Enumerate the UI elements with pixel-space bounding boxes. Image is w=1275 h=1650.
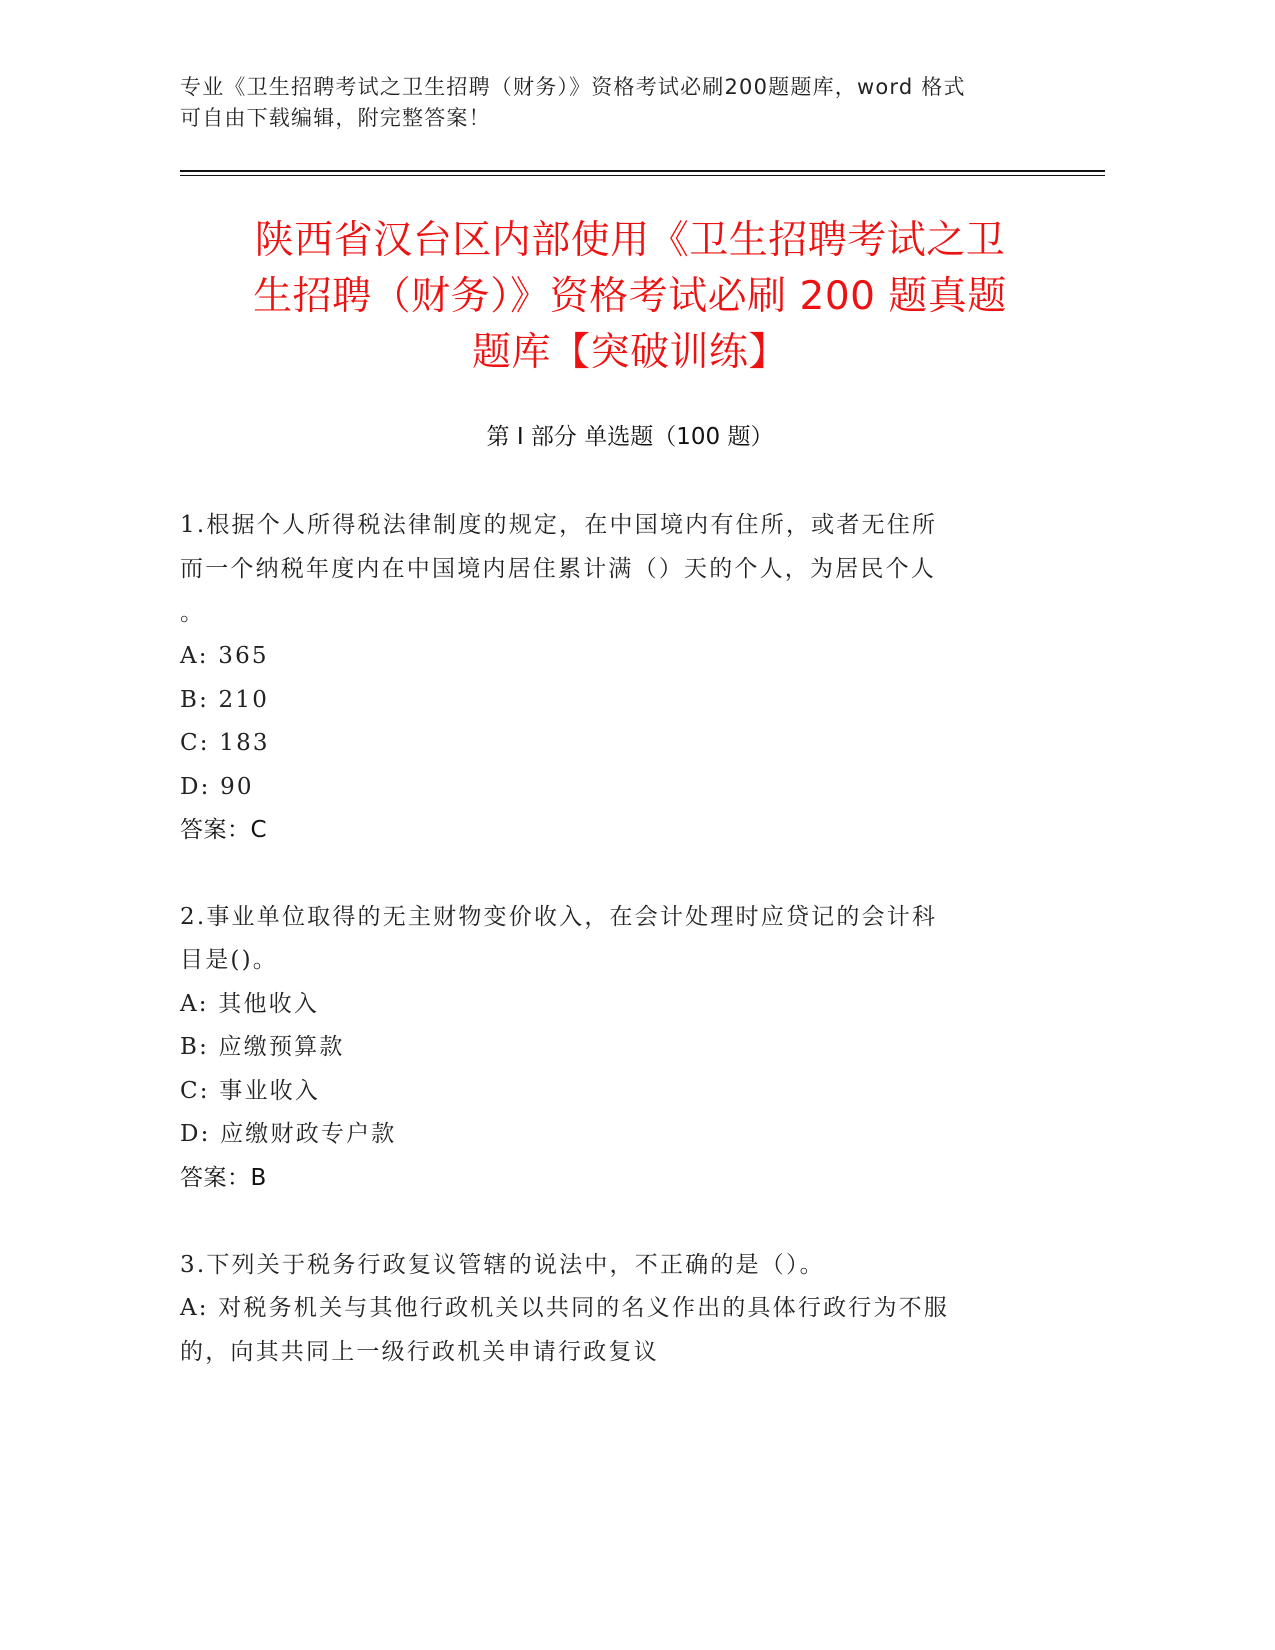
answer: 答案：C (180, 817, 268, 843)
document-title (160, 213, 1100, 381)
header-divider (180, 170, 1105, 172)
option-a: A: 其他收入 (180, 991, 320, 1017)
header-note-line: 可自由下载编辑，附完整答案！ (180, 106, 491, 130)
option-c: C: 183 (180, 730, 270, 756)
title-line: 题库【突破训练】 (471, 330, 788, 375)
header-note-line: 专业《卫生招聘考试之卫生招聘（财务）》资格考试必刷200题题库，word 格式 (180, 75, 966, 99)
title-line: 生招聘（财务）》资格考试必刷 200 题真题 (253, 274, 1007, 319)
option-a: A: 365 (180, 643, 269, 669)
question-stem: 而一个纳税年度内在中国境内居住累计满（）天的个人，为居民个人 (180, 556, 936, 582)
option-c: C: 事业收入 (180, 1078, 321, 1104)
option-a-continued: 的，向其共同上一级行政机关申请行政复议 (180, 1339, 659, 1365)
option-d: D: 应缴财政专户款 (180, 1121, 397, 1147)
option-b: B: 应缴预算款 (180, 1034, 345, 1060)
title-line: 陕西省汉台区内部使用《卫生招聘考试之卫 (254, 218, 1006, 263)
question-stem: 2.事业单位取得的无主财物变价收入，在会计处理时应贷记的会计科 (180, 904, 938, 930)
option-a: A: 对税务机关与其他行政机关以共同的名义作出的具体行政行为不服 (180, 1295, 950, 1321)
question-stem: 1.根据个人所得税法律制度的规定，在中国境内有住所，或者无住所 (180, 512, 938, 538)
option-d: D: 90 (180, 774, 254, 800)
question-stem: 3.下列关于税务行政复议管辖的说法中，不正确的是（）。 (180, 1252, 825, 1278)
header-note (180, 72, 1060, 134)
section-heading: 第 I 部分 单选题（100 题） (486, 424, 774, 450)
answer: 答案：B (180, 1165, 267, 1191)
option-b: B: 210 (180, 687, 270, 713)
header-divider (180, 175, 1105, 176)
question-stem: 。 (180, 600, 206, 626)
question-stem: 目是()。 (180, 947, 278, 973)
